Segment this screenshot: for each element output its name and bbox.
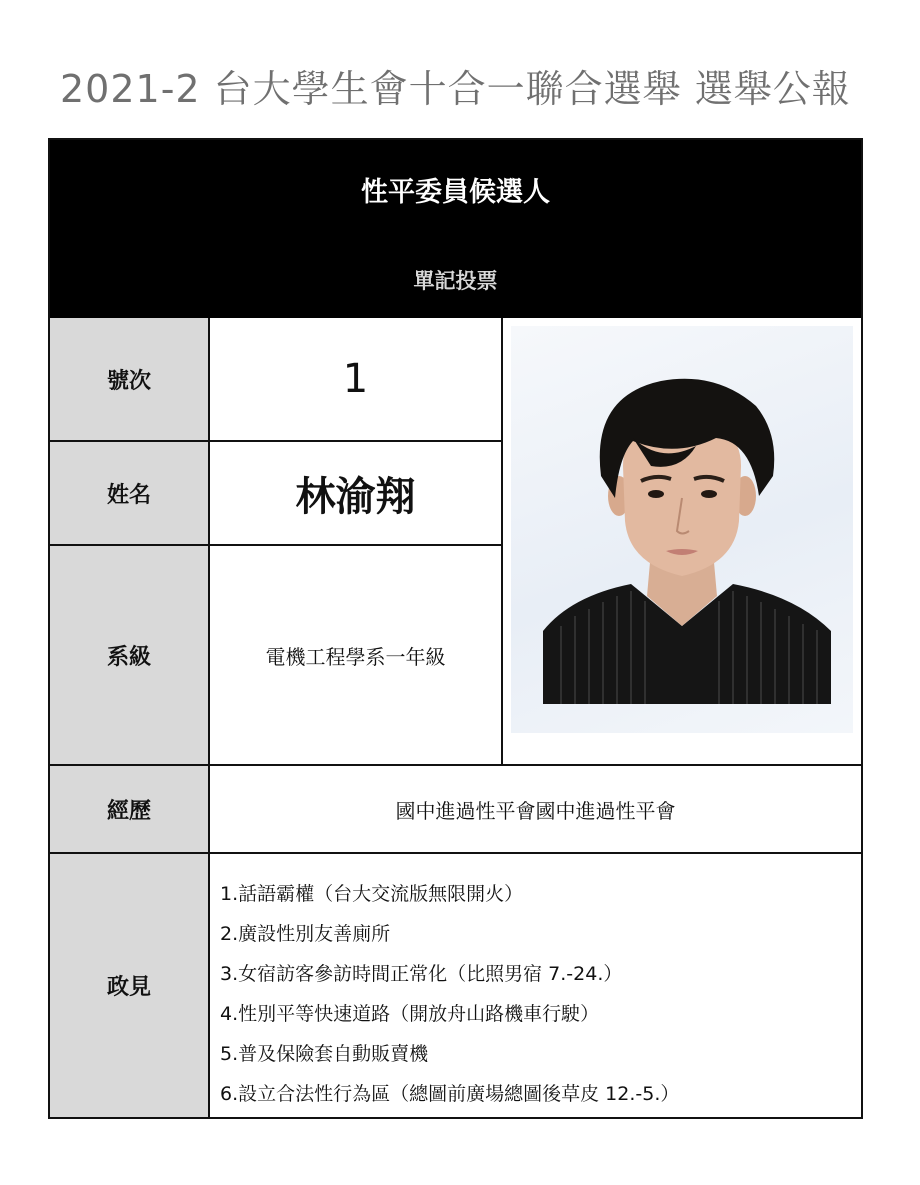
policy-label: 政見 [50,854,210,1117]
experience-value-cell [210,766,861,854]
number-label: 號次 [50,318,210,442]
policy-item: 2.廣設性別友善廁所 [220,923,391,945]
candidate-photo [511,326,853,733]
portrait-image [511,326,853,733]
dept-value-cell [210,546,503,766]
experience-label: 經歷 [50,766,210,854]
photo-cell [503,318,861,766]
policy-item: 6.設立合法性行為區（總圖前廣場總圖後草皮 12.-5.） [220,1083,680,1105]
candidate-experience: 國中進過性平會國中進過性平會 [395,798,676,823]
candidate-number: 1 [342,356,369,402]
policy-item: 3.女宿訪客參訪時間正常化（比照男宿 7.-24.） [220,963,623,985]
vote-method: 單記投票 [413,269,498,293]
policy-value-cell [210,854,861,1117]
policy-item: 4.性別平等快速道路（開放舟山路機車行駛） [220,1003,600,1025]
name-value-cell [210,442,503,546]
policy-item: 1.話語霸權（台大交流版無限開火） [220,883,524,905]
policy-item: 5.普及保險套自動販賣機 [220,1043,429,1065]
policy-list [210,854,861,1114]
position-title: 性平委員候選人 [361,177,550,208]
candidate-sheet [48,138,863,1119]
candidate-name: 林渝翔 [295,473,416,520]
sheet-header [50,140,861,318]
number-value-cell [210,318,503,442]
candidate-dept: 電機工程學系一年級 [265,644,446,669]
dept-label: 系級 [50,546,210,766]
name-label: 姓名 [50,442,210,546]
page-title: 2021-2 台大學生會十合一聯合選舉 選舉公報 [60,67,851,111]
